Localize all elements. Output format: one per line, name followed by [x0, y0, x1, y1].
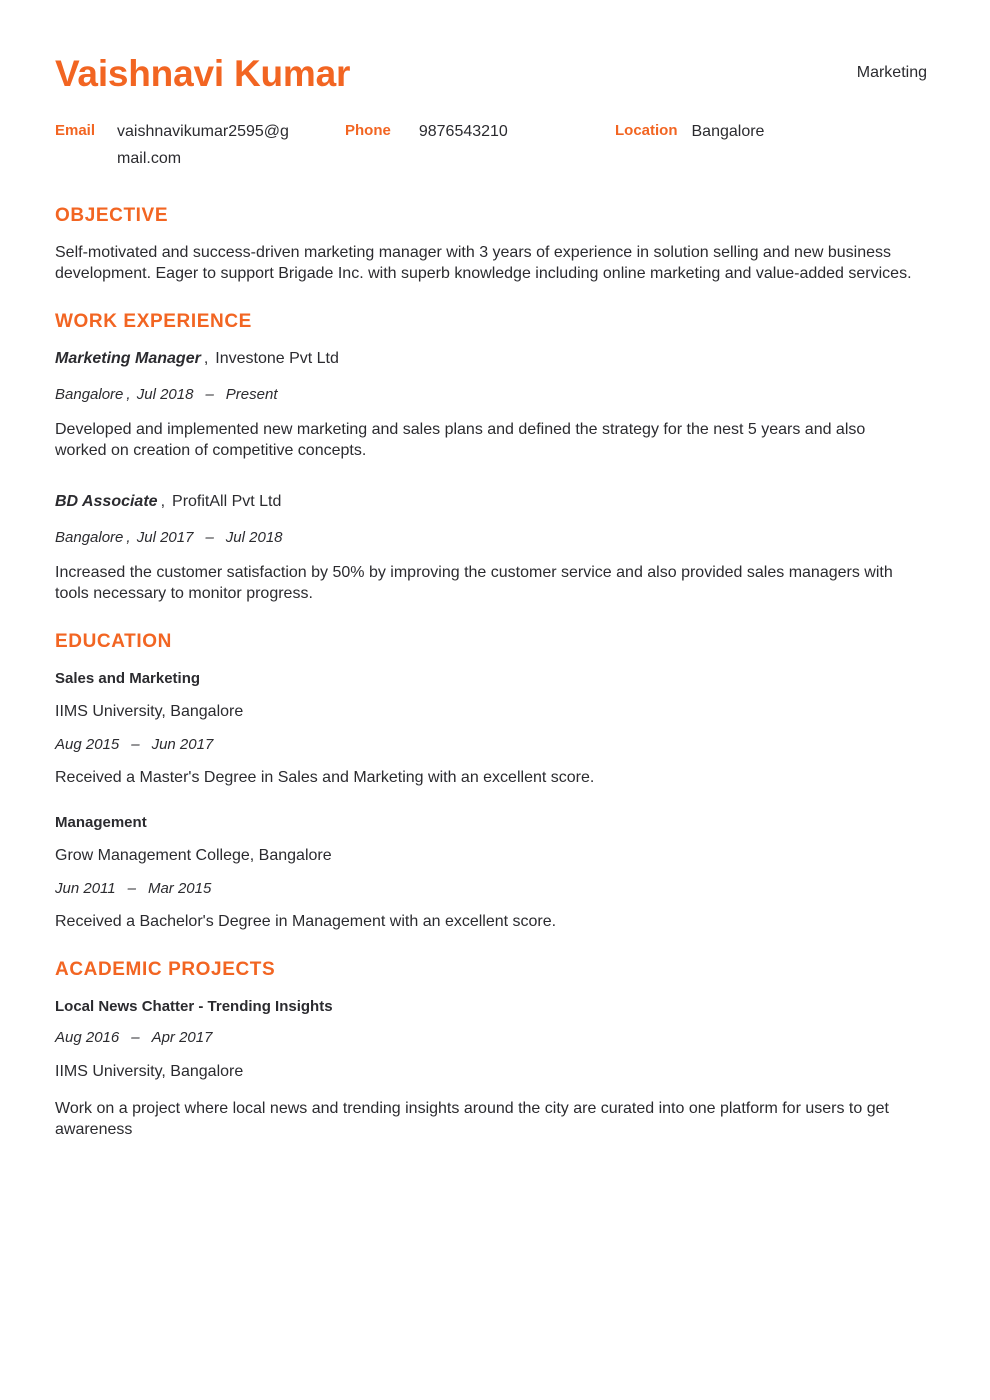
education-date-dash: – — [131, 736, 140, 753]
work-end-date: Present — [225, 386, 278, 403]
project-location: Bangalore — [170, 1063, 244, 1080]
resume-header — [55, 0, 935, 178]
project-description: Work on a project where local news and trending insights around the city are curated into one platform for users to get awareness — [55, 1100, 889, 1138]
education-separator: , — [161, 703, 166, 720]
work-description: Increased the customer satisfaction by 50% by improving the customer service and also provided sales managers with tools necessary to monitor progress. — [55, 564, 893, 602]
education-location: Bangalore — [170, 703, 244, 720]
contact-phone — [345, 118, 615, 145]
objective-text: Self-motivated and success-driven marketing manager with 3 years of experience in solution selling and new business development. Eager to support Brigade Inc. with superb knowledge including online marketing and value-added services. — [55, 244, 912, 282]
contact-row — [55, 118, 935, 178]
education-entry — [55, 812, 935, 932]
project-institution-line — [55, 1061, 935, 1083]
work-entry-heading — [55, 491, 935, 513]
section-title-objective: OBJECTIVE — [55, 205, 169, 226]
candidate-name: Vaishnavi Kumar — [55, 53, 351, 94]
work-location-separator: , — [126, 529, 131, 546]
work-description: Developed and implemented new marketing and sales plans and defined the strategy for the nest 5 years and also worked on creation of competitive concepts. — [55, 421, 866, 459]
entry-spacer — [55, 483, 935, 491]
education-end-date: Mar 2015 — [147, 880, 212, 897]
work-entry — [55, 348, 935, 461]
work-date-dash: – — [205, 386, 214, 403]
contact-phone-value[interactable]: 9876543210 — [418, 123, 508, 140]
work-role-separator: , — [160, 493, 166, 510]
work-role: BD Associate — [55, 493, 158, 510]
section-objective — [55, 204, 935, 284]
education-start-date: Aug 2015 — [55, 736, 120, 753]
project-start-date: Aug 2016 — [55, 1029, 120, 1046]
education-institution: Grow Management College — [55, 847, 250, 864]
education-date-dash: – — [127, 880, 136, 897]
project-dates — [55, 1027, 935, 1049]
project-institution: IIMS University — [55, 1063, 162, 1080]
education-degree: Sales and Marketing — [55, 670, 201, 687]
project-end-date: Apr 2017 — [151, 1029, 213, 1046]
work-entry — [55, 491, 935, 604]
contact-phone-label: Phone — [345, 122, 391, 139]
education-entry — [55, 668, 935, 788]
section-title-work-experience: WORK EXPERIENCE — [55, 311, 252, 332]
work-location-separator: , — [126, 386, 131, 403]
section-education — [55, 630, 935, 932]
education-separator: , — [249, 847, 255, 864]
work-company: Investone Pvt Ltd — [215, 350, 339, 367]
contact-email-value[interactable]: vaishnavikumar2595@gmail.com — [117, 123, 289, 167]
project-entry — [55, 996, 935, 1140]
education-description: Received a Bachelor's Degree in Management with an excellent score. — [55, 913, 557, 930]
work-start-date: Jul 2018 — [136, 386, 194, 403]
education-dates — [55, 878, 935, 900]
work-entry-meta — [55, 384, 935, 405]
work-entry-meta — [55, 527, 935, 548]
contact-location — [615, 118, 764, 145]
work-role: Marketing Manager — [55, 350, 201, 367]
work-company: ProfitAll Pvt Ltd — [172, 493, 282, 510]
education-institution-line — [55, 845, 935, 867]
education-institution: IIMS University — [55, 703, 162, 720]
candidate-headline: Marketing — [856, 64, 927, 81]
project-name: Local News Chatter - Trending Insights — [55, 998, 333, 1015]
section-academic-projects — [55, 958, 935, 1140]
education-dates — [55, 734, 935, 756]
education-description: Received a Master's Degree in Sales and Marketing with an excellent score. — [55, 769, 595, 786]
work-role-separator: , — [203, 350, 209, 367]
contact-location-label: Location — [615, 122, 678, 139]
contact-location-value: Bangalore — [691, 123, 765, 140]
education-location: Bangalore — [258, 847, 332, 864]
work-end-date: Jul 2018 — [225, 529, 283, 546]
project-date-dash: – — [131, 1029, 140, 1046]
education-start-date: Jun 2011 — [55, 880, 116, 897]
contact-email-label: Email — [55, 122, 96, 139]
contact-email — [55, 118, 345, 172]
work-entry-heading — [55, 348, 935, 370]
work-date-dash: – — [205, 529, 214, 546]
work-start-date: Jul 2017 — [136, 529, 194, 546]
section-title-academic-projects: ACADEMIC PROJECTS — [55, 959, 276, 980]
section-work-experience — [55, 310, 935, 604]
education-end-date: Jun 2017 — [151, 736, 214, 753]
section-title-education: EDUCATION — [55, 631, 172, 652]
work-location: Bangalore — [55, 529, 124, 546]
education-institution-line — [55, 701, 935, 723]
project-separator: , — [161, 1063, 166, 1080]
education-degree: Management — [55, 814, 147, 831]
work-location: Bangalore — [55, 386, 124, 403]
